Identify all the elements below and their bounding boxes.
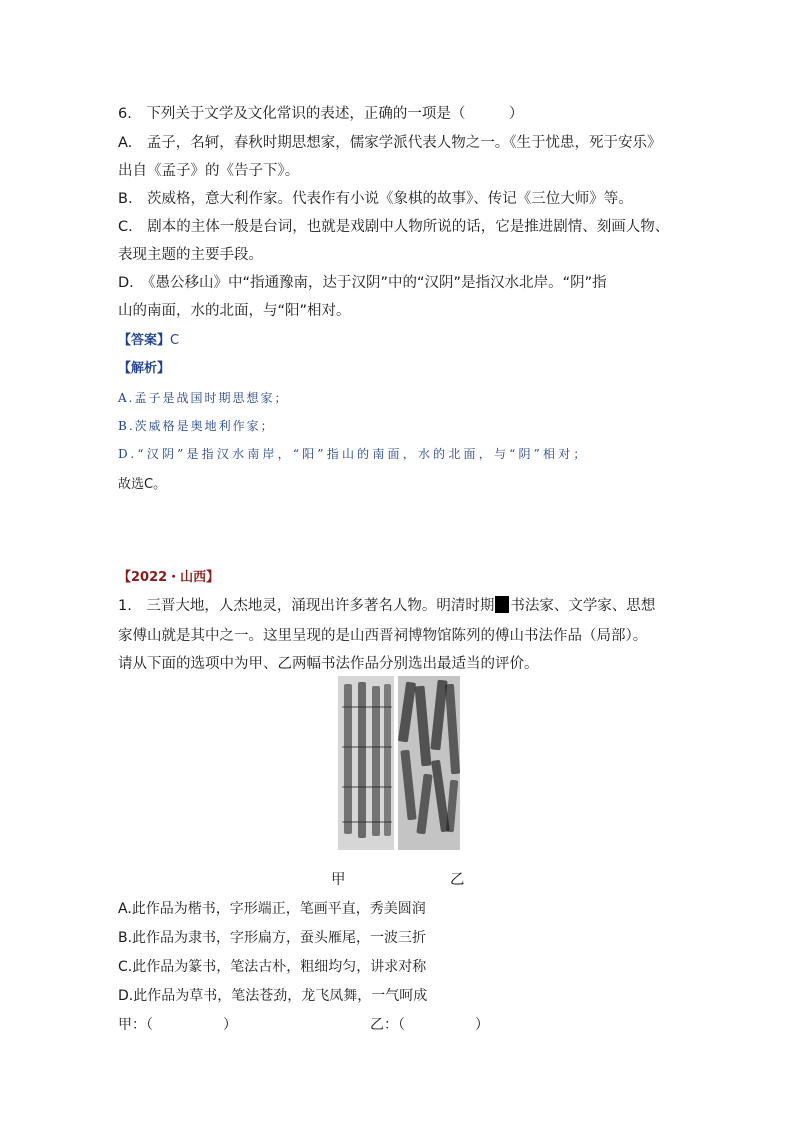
q1-stem-line1 xyxy=(118,596,655,616)
source-tag: 【2022・山西】 xyxy=(118,570,220,585)
explain-tag-row xyxy=(118,359,170,379)
q1-option-a: A.此作品为楷书，字形端正，笔画平直，秀美圆润 xyxy=(118,901,426,917)
calligraphy-yi-image xyxy=(398,676,460,850)
q1-option-b: B.此作品为隶书，字形扁方，蚕头雁尾，一波三折 xyxy=(118,930,427,946)
q6-option-d-line1: D. 《愚公移山》中“指通豫南，达于汉阴”中的“汉阴”是指汉水北岸。“阴”指 xyxy=(118,275,607,291)
explain-line-2: B.茨威格是奥地利作家； xyxy=(118,419,275,433)
q6-option-d-line2: 山的南面，水的北面，与“阳”相对。 xyxy=(118,303,351,319)
q6-option-c-line2: 表现主题的主要手段。 xyxy=(118,247,263,263)
answer-tag: 【答案】 xyxy=(118,333,171,348)
answer-blank-jia[interactable]: 甲：（ ） xyxy=(118,1017,237,1033)
explain-tag: 【解析】 xyxy=(118,361,171,376)
q1-stem-part-a: 1. 三晋大地，人杰地灵，涌现出许多著名人物。明清时期 xyxy=(118,598,495,614)
q6-option-a-line1: A. 孟子，名轲，春秋时期思想家，儒家学派代表人物之一。《生于忧患，死于安乐》 xyxy=(118,135,662,151)
q1-stem-line2: 家傅山就是其中之一。这里呈现的是山西晋祠博物馆陈列的傅山书法作品（局部）。 xyxy=(118,628,648,644)
q1-stem-part-b: 书法家、文学家、思想 xyxy=(510,598,656,614)
explain-line-3: D.“汉阴”是指汉水南岸，“阳”指山的南面，水的北面，与“阴”相对； xyxy=(118,447,589,461)
label-yi: 乙 xyxy=(450,872,465,888)
q1-option-d: D.此作品为草书，笔法苍劲，龙飞凤舞，一气呵成 xyxy=(118,988,428,1004)
q6-option-b: B. 茨威格，意大利作家。代表作有小说《象棋的故事》、传记《三位大师》等。 xyxy=(118,191,633,207)
redaction-block xyxy=(495,596,509,613)
label-jia: 甲 xyxy=(331,872,346,888)
calligraphy-image xyxy=(338,676,460,850)
calligraphy-jia-image xyxy=(338,676,394,850)
q1-option-c: C.此作品为篆书，笔法古朴，粗细均匀，讲求对称 xyxy=(118,959,427,975)
answer-value: C xyxy=(170,333,180,348)
answer-row xyxy=(118,331,179,351)
answer-blank-yi[interactable]: 乙：（ ） xyxy=(370,1017,489,1033)
q6-option-a-line2: 出自《孟子》的《告子下》。 xyxy=(118,163,300,179)
q6-option-c-line1: C. 剧本的主体一般是台词，也就是戏剧中人物所说的话，它是推进剧情、刻画人物、 xyxy=(118,219,670,235)
q1-stem-line3: 请从下面的选项中为甲、乙两幅书法作品分别选出最适当的评价。 xyxy=(118,656,539,672)
q6-stem: 6. 下列关于文学及文化常识的表述，正确的一项是（ ） xyxy=(118,106,524,122)
explain-line-1: A.孟子是战国时期思想家； xyxy=(118,391,289,405)
explain-line-4: 故选C。 xyxy=(118,477,167,492)
